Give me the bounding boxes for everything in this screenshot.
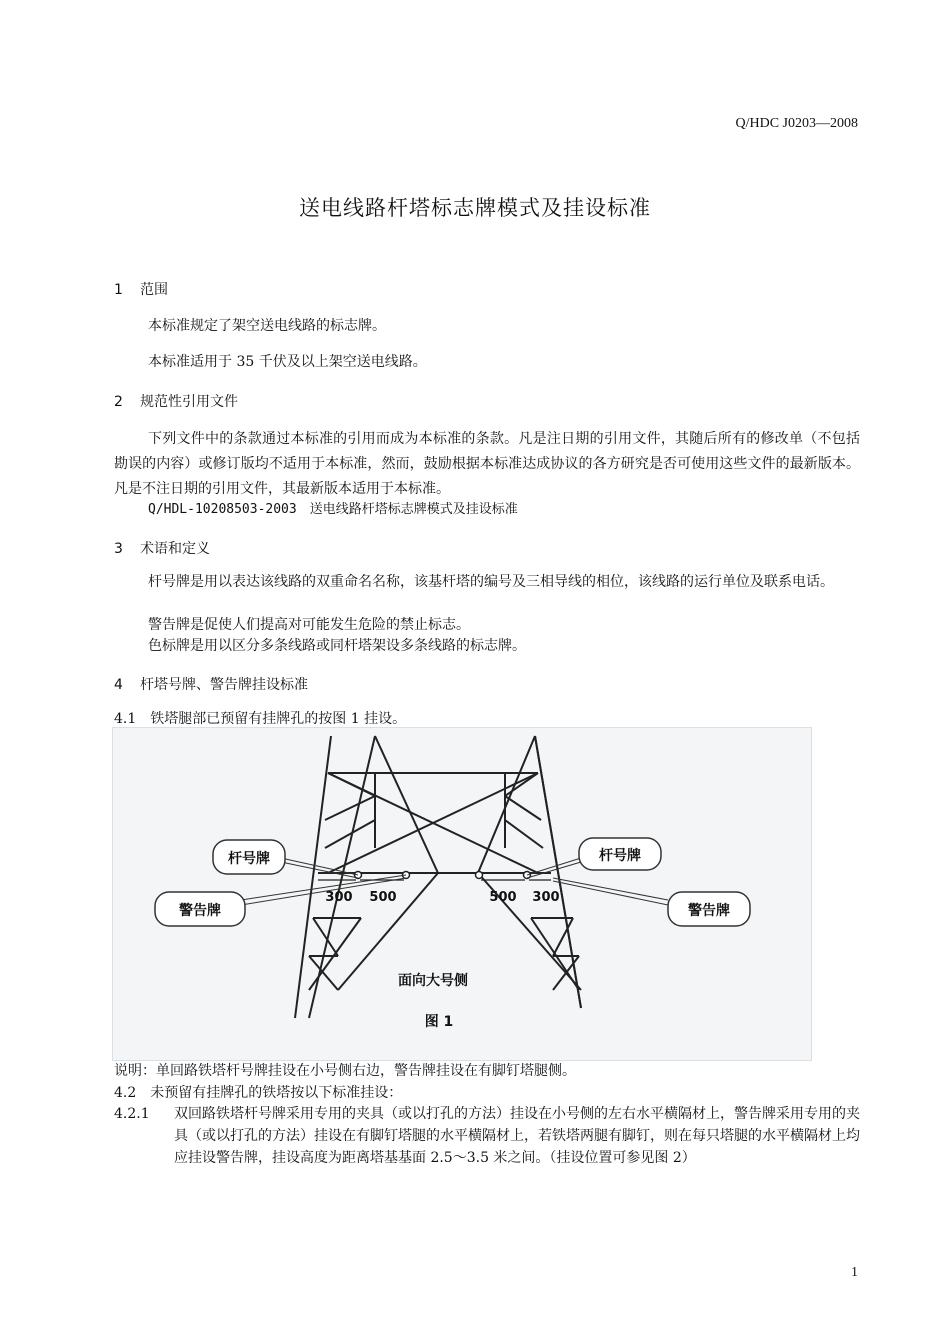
- section-3-para-3: 色标牌是用以区分多条线路或同杆塔架设多条线路的标志牌。: [148, 638, 526, 654]
- section-title: 术语和定义: [140, 541, 210, 557]
- section-title: 杆塔号牌、警告牌挂设标准: [140, 677, 308, 693]
- clause-4-1: 4.1 铁塔腿部已预留有挂牌孔的按图 1 挂设。: [114, 711, 407, 727]
- section-1-heading: [114, 279, 168, 299]
- figure-caption: 图 1: [424, 1014, 454, 1030]
- section-3-heading: [114, 538, 210, 558]
- section-2-heading: [114, 391, 238, 411]
- document-code: Q/HDC J0203—2008: [735, 116, 858, 131]
- dimension-label: 300: [532, 890, 560, 905]
- section-title: 范围: [140, 282, 168, 298]
- section-number: 3: [114, 541, 123, 557]
- section-1-para-1: 本标准规定了架空送电线路的标志牌。: [148, 318, 386, 334]
- dimension-label: 500: [489, 890, 517, 905]
- clause-text: 双回路铁塔杆号牌采用专用的夹具（或以打孔的方法）挂设在小号侧的左右水平横隔材上，警告牌采用专用的夹具（或以打孔的方法）挂设在有脚钉塔腿的水平横隔材上，若铁塔两腿有脚钉，则在每只塔腿的水平横隔材上均应挂设警告牌，挂设高度为距离塔基基面 2.5～3.5 米之间。（挂设位置可参见图 2）: [174, 1106, 860, 1166]
- page-title: 送电线路杆塔标志牌模式及挂设标准: [299, 196, 651, 220]
- dimension-label: 500: [369, 890, 397, 905]
- tower-diagram: [113, 728, 811, 1060]
- figure-1: [112, 727, 812, 1061]
- figure-note: 说明：单回路铁塔杆号牌挂设在小号侧右边，警告牌挂设在有脚钉塔腿侧。: [114, 1063, 576, 1079]
- label-warning-sign-left: 警告牌: [179, 903, 221, 919]
- section-3-para-1: 杆号牌是用以表达该线路的双重命名名称，该基杆塔的编号及三相导线的相位，该线路的运行单位及联系电话。: [148, 574, 834, 590]
- clause-label: 4.2.1: [114, 1106, 150, 1122]
- dimension-label: 300: [325, 890, 353, 905]
- hole-marker: [476, 872, 483, 879]
- label-pole-number-sign-right: 杆号牌: [599, 848, 641, 864]
- label-pole-number-sign-left: 杆号牌: [228, 851, 270, 867]
- section-1-para-2: 本标准适用于 35 千伏及以上架空送电线路。: [148, 354, 427, 370]
- section-number: 1: [114, 282, 123, 298]
- page-number: 1: [851, 1265, 858, 1280]
- clause-4-2: 4.2 未预留有挂牌孔的铁塔按以下标准挂设：: [114, 1085, 403, 1101]
- section-number: 2: [114, 394, 123, 410]
- reference-entry: Q/HDL-10208503-2003 送电线路杆塔标志牌模式及挂设标准: [148, 502, 518, 517]
- section-title: 规范性引用文件: [140, 394, 238, 410]
- section-number: 4: [114, 677, 123, 693]
- section-3-para-2: 警告牌是促使人们提高对可能发生危险的禁止标志。: [148, 617, 470, 633]
- clause-4-2-1: [114, 1103, 860, 1169]
- label-warning-sign-right: 警告牌: [688, 903, 730, 919]
- view-direction-label: 面向大号侧: [398, 973, 468, 989]
- section-4-heading: [114, 674, 308, 694]
- section-2-para-1: 下列文件中的条款通过本标准的引用而成为本标准的条款。凡是注日期的引用文件，其随后所有的修改单（不包括勘误的内容）或修订版均不适用于本标准，然而，鼓励根据本标准达成协议的各方研究是否可使用这些文件的最新版本。凡是不注日期的引用文件，其最新版本适用于本标准。: [114, 431, 860, 497]
